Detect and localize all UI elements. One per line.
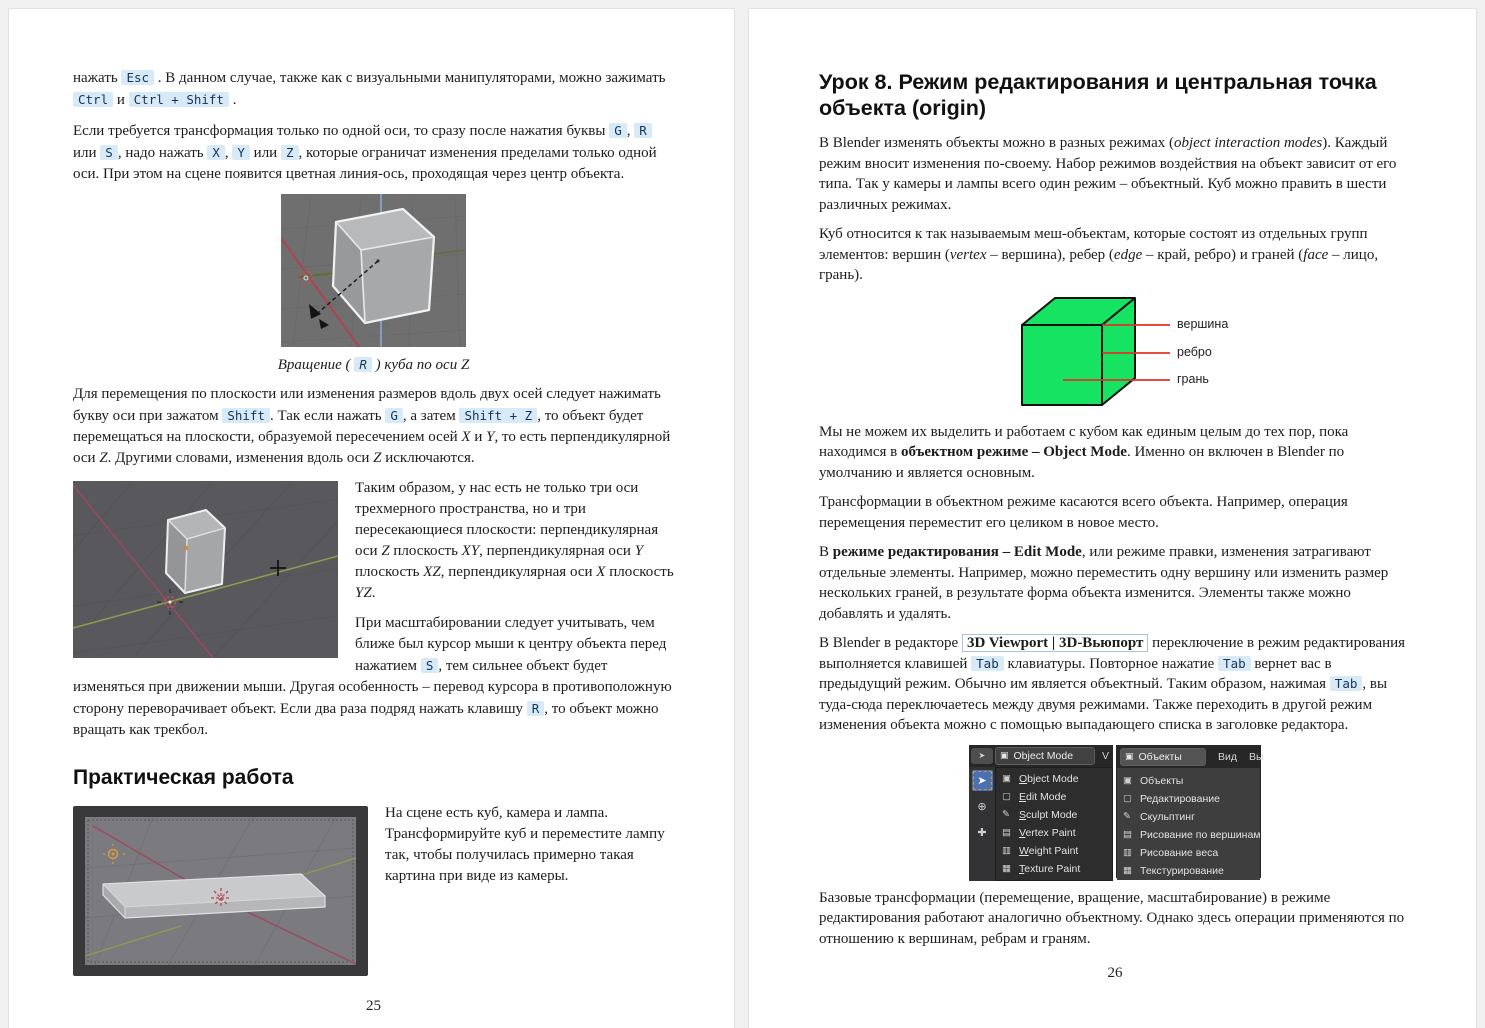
mode-menu-list bbox=[1117, 768, 1260, 880]
page-26 bbox=[748, 8, 1477, 1028]
mode-dropdown-button: ▣ Object Mode bbox=[995, 747, 1095, 765]
paragraph: Таким образом, у нас есть не только три оси трехмерного пространства, но и три пересекающиеся плоскости: перпендикулярная оси Z плоскость XY, перпендикулярная оси Y плоскость XZ, перпендикулярная оси X плоскость YZ. bbox=[355, 480, 674, 601]
paragraph: При масштабировании следует учитывать, чем ближе был курсор мыши к центру объекта перед нажатием S , тем сильнее объект будет изменяться при движении мыши. Другая особенность – перевод курсора в противоположную сторону переворачивает объект. Если два раза подряд нажать клавишу R , то объект можно вращать как трекбол. bbox=[73, 615, 672, 738]
edge-label: ребро bbox=[1177, 344, 1212, 359]
paragraph: На сцене есть куб, камера и лампа. Трансформируйте куб и переместите лампу так, чтобы получилась примерно такая картина при виде из камеры. bbox=[385, 805, 665, 884]
menu-item-edit-mode: ▢ Edit Mode bbox=[1002, 790, 1067, 803]
edit-mode-icon: ▢ bbox=[1123, 793, 1132, 804]
page-number: 25 bbox=[366, 998, 381, 1014]
mesh-elements-diagram bbox=[965, 295, 1265, 416]
paragraph: Для перемещения по плоскости или изменения размеров вдоль двух осей следует нажимать букву оси при зажатом Shift . Так если нажать G , а затем Shift + Z , то объект будет перемещаться на плоскости, образуемой пересечением осей X и Y, то есть перпендикулярной оси Z. Другими словами, изменения вдоль оси Z исключаются. bbox=[73, 386, 671, 466]
cursor-icon: ➤ bbox=[978, 751, 986, 760]
paragraph: Если требуется трансформация только по одной оси, то сразу после нажатия буквы G , R или S , надо нажать X , Y или Z , которые ограничат изменения пределами только одной оси. При этом на сцене появится цветная линия-ось, проходящая через центр объекта. bbox=[73, 123, 657, 182]
face-label: грань bbox=[1177, 371, 1209, 386]
page-number: 26 bbox=[1107, 965, 1123, 981]
figure-rotation-cube bbox=[73, 194, 674, 374]
crosshair-icon: ⊕ bbox=[977, 800, 987, 813]
select-cursor-icon: ➤ bbox=[977, 774, 987, 787]
sculpt-mode-icon: ✎ bbox=[1002, 809, 1010, 820]
viewport-header bbox=[969, 745, 1113, 767]
page-25 bbox=[8, 8, 735, 1028]
select-menu-label: Вы bbox=[1249, 750, 1264, 763]
paragraph: В Blender изменять объекты можно в разных режимах (object interaction modes). Каждый режим вносит изменения по-своему. Набор режимов воздействия на объект зависит от его типа. Так у камеры и лампы всего один режим – объектный. Куб можно править в шести различных режимах. bbox=[819, 135, 1397, 213]
origin-dot bbox=[184, 546, 188, 550]
blender-viewport-planes-image bbox=[73, 481, 338, 658]
sculpt-mode-icon: ✎ bbox=[1123, 811, 1131, 822]
object-mode-icon: ▣ bbox=[1125, 751, 1134, 761]
cursor-tool-button bbox=[971, 748, 993, 764]
tool-sidebar bbox=[969, 767, 995, 881]
texture-paint-icon: ▦ bbox=[1002, 863, 1011, 874]
menu-item-vertex-paint: ▤ Vertex Paint bbox=[1002, 826, 1076, 839]
viewport-header bbox=[1117, 746, 1264, 768]
cursor-3d-tool-button bbox=[972, 796, 993, 817]
weight-paint-icon: ▥ bbox=[1123, 847, 1132, 858]
planes-section bbox=[73, 478, 674, 750]
menu-item-texture-paint: ▦ Texture Paint bbox=[1002, 862, 1081, 875]
paragraph: В режиме редактирования – Edit Mode, или режиме правки, изменения затрагивают отдельные элементы. Например, можно переместить одну вершину или изменить размер нескольких граней, в результате форма объекта изменится. Элементы также можно добавлять и удалять. bbox=[819, 544, 1389, 622]
texture-paint-icon: ▦ bbox=[1123, 865, 1132, 876]
paragraph: нажать Esc . В данном случае, также как с визуальными манипуляторами, можно зажимать Ctrl и Ctrl + Shift . bbox=[73, 70, 666, 108]
menu-item-texturing: ▦ Текстурирование bbox=[1123, 864, 1224, 877]
vertex-paint-icon: ▤ bbox=[1123, 829, 1132, 840]
paragraph: Трансформации в объектном режиме касаются всего объекта. Например, операция перемещения переместит его целиком в новое место. bbox=[819, 494, 1348, 531]
menu-item-weight-paint: ▥ Weight Paint bbox=[1002, 844, 1079, 857]
mode-dropdown-button: ▣ Объекты bbox=[1120, 748, 1206, 766]
vertex-paint-icon: ▤ bbox=[1002, 827, 1011, 838]
menu-item-object-mode: ▣ Object Mode bbox=[1002, 772, 1079, 785]
mode-menu-en bbox=[969, 745, 1113, 878]
figure-caption: Вращение ( R ) куба по оси Z bbox=[277, 357, 470, 373]
view-menu-label: Вид bbox=[1218, 750, 1237, 763]
blender-viewport-rotation-image bbox=[281, 194, 466, 347]
paragraph: Базовые трансформации (перемещение, вращение, масштабирование) в режиме редактирования работают аналогично объектному. Однако здесь операции применяются по отношению к вершинам, ребрам и граням. bbox=[819, 889, 1405, 947]
menu-item-objects: ▣ Объекты bbox=[1123, 774, 1184, 787]
mode-menu-list bbox=[995, 767, 1113, 881]
menu-item-editing: ▢ Редактирование bbox=[1123, 792, 1220, 805]
edit-mode-icon: ▢ bbox=[1002, 791, 1011, 802]
object-mode-icon: ▣ bbox=[1002, 773, 1011, 784]
cube bbox=[166, 510, 225, 593]
truncated-menu-label: V bbox=[1101, 749, 1109, 762]
practice-heading: Практическая работа bbox=[73, 766, 294, 789]
practice-section bbox=[73, 803, 674, 982]
select-tool-button bbox=[972, 770, 993, 791]
origin-star-icon bbox=[211, 888, 231, 908]
mode-dropdown-screenshot bbox=[969, 745, 1264, 878]
move-tool-button bbox=[972, 822, 993, 843]
lesson-title: Урок 8. Режим редактирования и центральная точка объекта (origin) bbox=[819, 70, 1377, 120]
paragraph: В Blender в редакторе 3D Viewport | 3D-Вьюпорт переключение в режим редактирования выполняется клавишей Tab клавиатуры. Повторное нажатие Tab вернет вас в предыдущий режим. Обычно им является объектный. Таким образом, нажимая Tab , вы туда-сюда переключаетесь между двумя режимами. Также переходить в другой режим изменения объекта можно с помощью выпадающего списка в заголовке редактора. bbox=[819, 635, 1406, 733]
practice-scene-image bbox=[73, 806, 368, 976]
paragraph: Куб относится к так называемым меш-объектам, которые состоят из отдельных групп элементов: вершин (vertex – вершина), ребер (edge – край, ребро) и граней (face – лицо, грань). bbox=[819, 226, 1379, 283]
menu-item-vertex-painting: ▤ Рисование по вершинам bbox=[1123, 828, 1261, 841]
move-icon: ✚ bbox=[977, 826, 987, 839]
weight-paint-icon: ▥ bbox=[1002, 845, 1011, 856]
menu-item-sculpting: ✎ Скульптинг bbox=[1123, 810, 1195, 823]
green-cube-image bbox=[965, 295, 1265, 416]
vertex-label: вершина bbox=[1177, 316, 1229, 331]
mode-menu-ru bbox=[1116, 745, 1264, 878]
object-mode-icon: ▣ bbox=[1000, 750, 1009, 760]
menu-item-weight-painting: ▥ Рисование веса bbox=[1123, 846, 1219, 859]
menu-item-sculpt-mode: ✎ Sculpt Mode bbox=[1002, 808, 1078, 821]
paragraph: Мы не можем их выделить и работаем с кубом как единым целым до тех пор, пока находимся в объектном режиме – Object Mode. Именно он включен в Blender по умолчанию и является основным. bbox=[819, 423, 1349, 481]
object-mode-icon: ▣ bbox=[1123, 775, 1132, 786]
